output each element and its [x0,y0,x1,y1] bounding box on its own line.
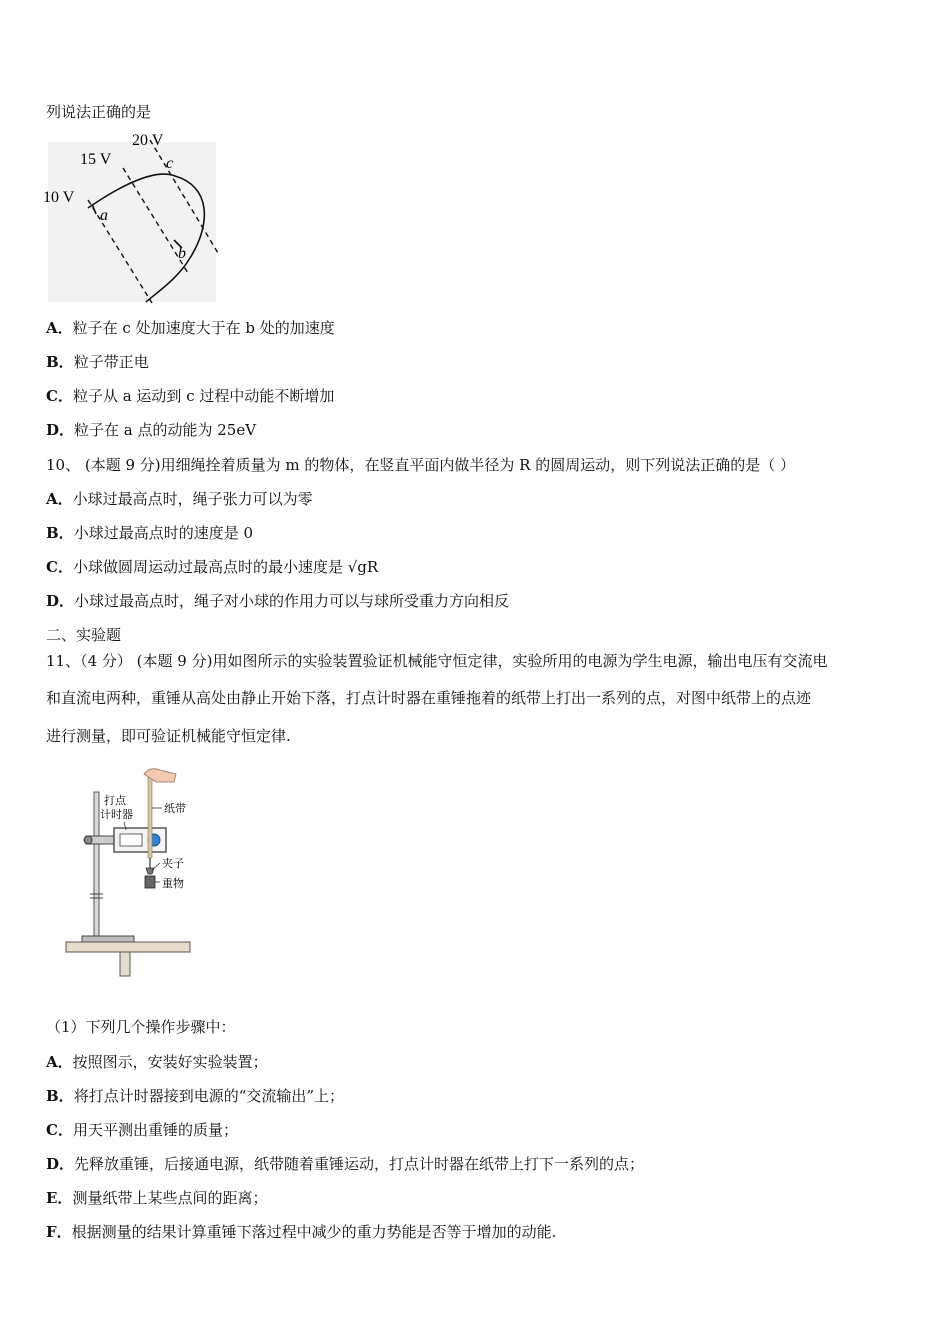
label-a: a [100,207,108,224]
label-20v: 20 V [132,132,164,149]
q10-option-c: C．小球做圆周运动过最高点时的最小速度是 √gR [46,558,379,576]
q11-stem-line-2: 和直流电两种，重锤从高处由静止开始下落，打点计时器在重锤拖着的纸带上打出一系列的点，对图中纸带上的点迹 [46,689,812,707]
q11-stem-line-3: 进行测量，即可验证机械能守恒定律. [46,727,291,745]
label-b: b [178,245,186,262]
q9-option-d: D．粒子在 a 点的动能为 25eV [46,421,257,439]
label-15v: 15 V [80,151,112,168]
label-timer-1: 打点 [104,795,126,807]
label-10v: 10 V [43,189,75,206]
equipotential-figure [40,128,225,308]
q11-step-d: D．先释放重锤，后接通电源，纸带随着重锤运动，打点计时器在纸带上打下一系列的点； [46,1155,645,1173]
label-tape: 纸带 [164,803,186,815]
section-heading: 二、实验题 [46,626,122,644]
q9-option-c: C．粒子从 a 运动到 c 过程中动能不断增加 [46,387,335,405]
label-c: c [166,155,174,172]
q10-stem: 10、 (本题 9 分)用细绳拴着质量为 m 的物体，在竖直平面内做半径为 R 的圆周运动，则下列说法正确的是（ ） [46,456,796,474]
apparatus-figure [60,766,200,981]
q11-sub-1: （1）下列几个操作步骤中： [46,1018,236,1036]
q9-option-b: B．粒子带正电 [46,353,149,371]
q11-step-f: F．根据测量的结果计算重锤下落过程中减少的重力势能是否等于增加的动能. [46,1223,557,1241]
q11-step-c: C．用天平测出重锤的质量； [46,1121,238,1139]
q10-option-b: B．小球过最高点时的速度是 0 [46,524,254,542]
q11-stem-line-1: 11、（4 分） (本题 9 分)用如图所示的实验装置验证机械能守恒定律，实验所用的电源为学生电源，输出电压有交流电 [46,652,828,670]
q11-step-a: A．按照图示，安装好实验装置； [46,1053,268,1071]
intro-text: 列说法正确的是 [46,103,152,121]
q10-option-d: D．小球过最高点时，绳子对小球的作用力可以与球所受重力方向相反 [46,592,510,610]
label-weight: 重物 [162,878,184,890]
label-clip: 夹子 [162,858,184,870]
q11-step-b: B．将打点计时器接到电源的“交流输出”上； [46,1087,345,1105]
q9-option-a: A．粒子在 c 处加速度大于在 b 处的加速度 [46,319,335,337]
q11-step-e: E．测量纸带上某些点间的距离； [46,1189,268,1207]
q10-option-a: A．小球过最高点时，绳子张力可以为零 [46,490,313,508]
label-timer-2: 计时器 [100,809,133,821]
